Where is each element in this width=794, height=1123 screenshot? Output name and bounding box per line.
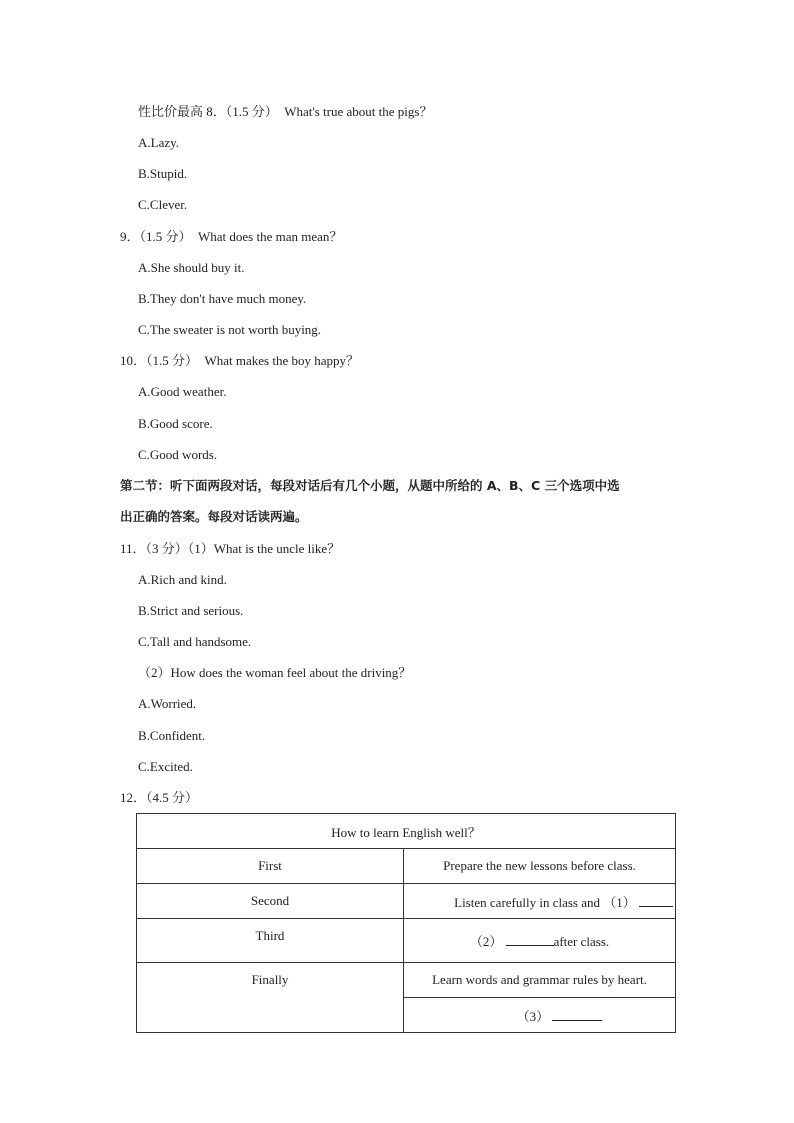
q9-option-c: C.The sweater is not worth buying.: [138, 322, 322, 337]
q10-header: 10．（1.5 分） What makes the boy happy？: [120, 353, 360, 368]
q10-option-b: B.Good score.: [138, 416, 213, 431]
q11-1-option-c: C.Tall and handsome.: [138, 634, 252, 649]
row-content: [404, 919, 676, 963]
q10-option-a: A.Good weather.: [138, 384, 227, 399]
row-content: Learn words and grammar rules by heart.: [404, 963, 676, 998]
study-plan-table: [136, 813, 676, 1033]
q9-header: 9．（1.5 分） What does the man mean？: [120, 229, 343, 244]
q11-2-option-c: C.Excited.: [138, 759, 193, 774]
row-content-suffix: after class.: [553, 934, 610, 949]
row-content-text: Listen carefully in class and （1）: [454, 894, 636, 910]
q9-option-a: A.She should buy it.: [138, 260, 245, 275]
q11-2-option-a: A.Worried.: [138, 696, 197, 711]
row-label: First: [137, 849, 404, 884]
q10-option-c: C.Good words.: [138, 447, 218, 462]
row-content-prefix: （2）: [469, 934, 503, 949]
row-content-prefix: （3）: [516, 1008, 550, 1024]
table-row: [137, 849, 676, 884]
q12-header: 12．（4.5 分）: [120, 790, 199, 805]
answer-blank-1[interactable]: [639, 894, 673, 907]
q11-2-option-b: B.Confident.: [138, 728, 206, 743]
answer-blank-2[interactable]: [506, 933, 554, 946]
row-content: [404, 884, 676, 919]
q9-option-b: B.They don't have much money.: [138, 291, 307, 306]
row-content: Prepare the new lessons before class.: [404, 849, 676, 884]
section2-instruction-line2: 出正确的答案。每段对话读两遍。: [120, 509, 308, 524]
table-row: [137, 963, 676, 998]
answer-blank-3[interactable]: [552, 1008, 602, 1021]
q8-option-a: A.Lazy.: [138, 135, 180, 150]
row-label: Finally: [137, 963, 404, 1033]
q8-option-b: B.Stupid.: [138, 166, 188, 181]
table-title-row: [137, 814, 676, 849]
table-title: How to learn English well？: [137, 814, 676, 849]
q8-option-c: C.Clever.: [138, 197, 188, 212]
row-label: Second: [137, 884, 404, 919]
table-row: [137, 919, 676, 963]
q11-1-option-b: B.Strict and serious.: [138, 603, 244, 618]
q8-header: 性比价最高 8．（1.5 分） What's true about the pigs？: [138, 104, 433, 119]
q11-2-header: （2）How does the woman feel about the driving？: [138, 665, 412, 680]
row-label: Third: [137, 919, 404, 963]
section2-instruction-line1: 第二节：听下面两段对话，每段对话后有几个小题，从题中所给的 A、B、C 三个选项中选: [120, 478, 620, 493]
table-row: [137, 884, 676, 919]
q11-header: 11．（3 分）（1）What is the uncle like？: [120, 541, 341, 556]
q11-1-option-a: A.Rich and kind.: [138, 572, 227, 587]
row-content: [404, 998, 676, 1033]
